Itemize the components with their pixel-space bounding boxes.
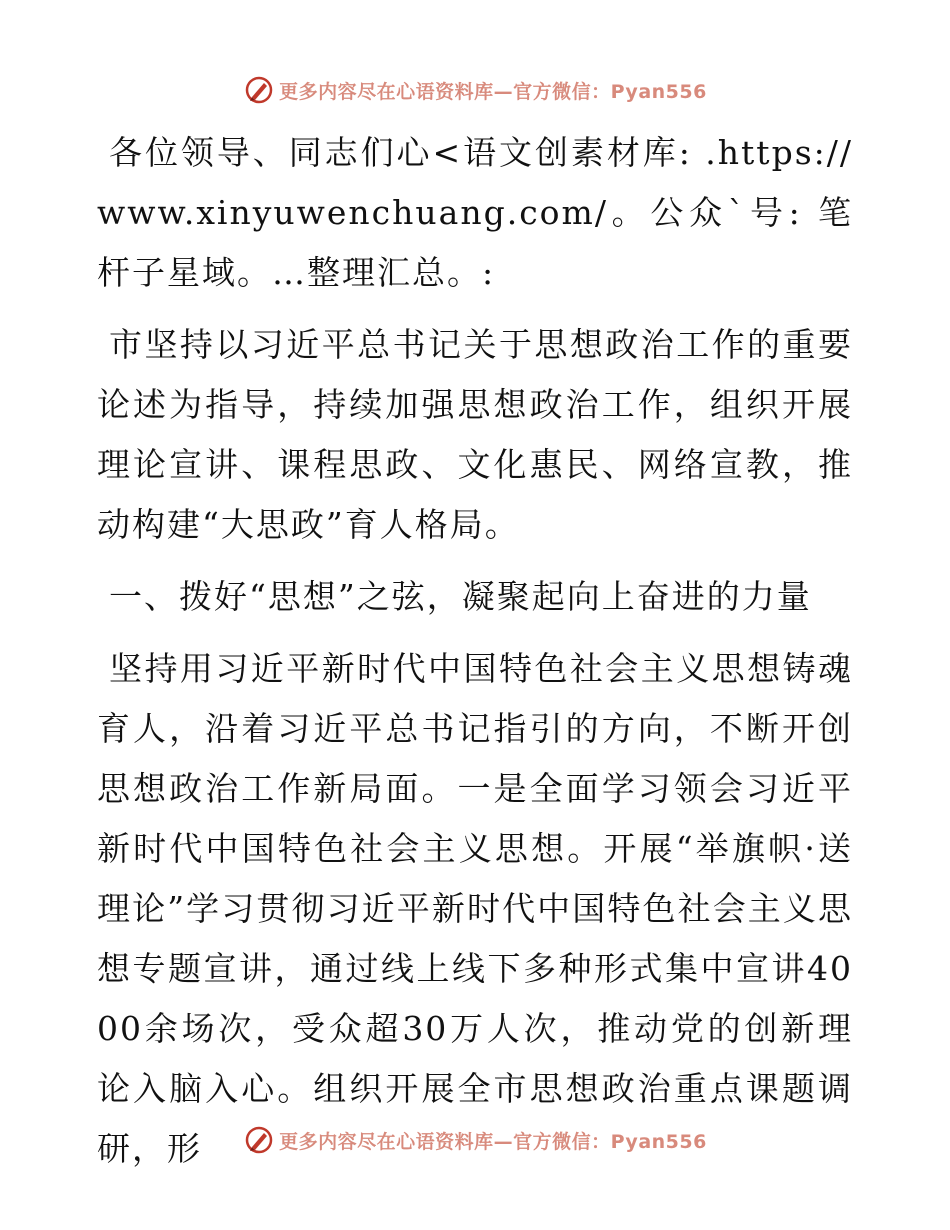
section-heading: 一、拨好“思想”之弦，凝聚起向上奋进的力量 (109, 577, 812, 616)
pen-logo-icon (243, 74, 275, 106)
footer-watermark (0, 1120, 950, 1160)
intro-paragraph: 各位领导、同志们心<语文创素材库: .https://www.xinyuwenchuang.com/。公众`号: 笔杆子星域。…整理汇总。: (97, 133, 853, 292)
watermark-text: 更多内容尽在心语资料库—官方微信：Pyan556 (279, 80, 707, 103)
body-paragraph: 坚持用习近平新时代中国特色社会主义思想铸魂育人，沿着习近平总书记指引的方向，不断开创思想政治工作新局面。一是全面学习领会习近平新时代中国特色社会主义思想。开展“举旗帜·送理论”学习贯彻习近平新时代中国特色社会主义思想专题宣讲，通过线上线下多种形式集中宣讲4000余场次，受众超30万人次，推动党的创新理论入脑入心。组织开展全市思想政治重点课题调研，形 (97, 649, 853, 1168)
document-body (97, 123, 853, 1191)
summary-paragraph: 市坚持以习近平总书记关于思想政治工作的重要论述为指导，持续加强思想政治工作，组织开展理论宣讲、课程思政、文化惠民、网络宣教，推动构建“大思政”育人格局。 (97, 325, 853, 544)
header-watermark (0, 70, 950, 110)
pen-logo-icon (243, 1124, 275, 1156)
watermark-text: 更多内容尽在心语资料库—官方微信：Pyan556 (279, 1130, 707, 1153)
